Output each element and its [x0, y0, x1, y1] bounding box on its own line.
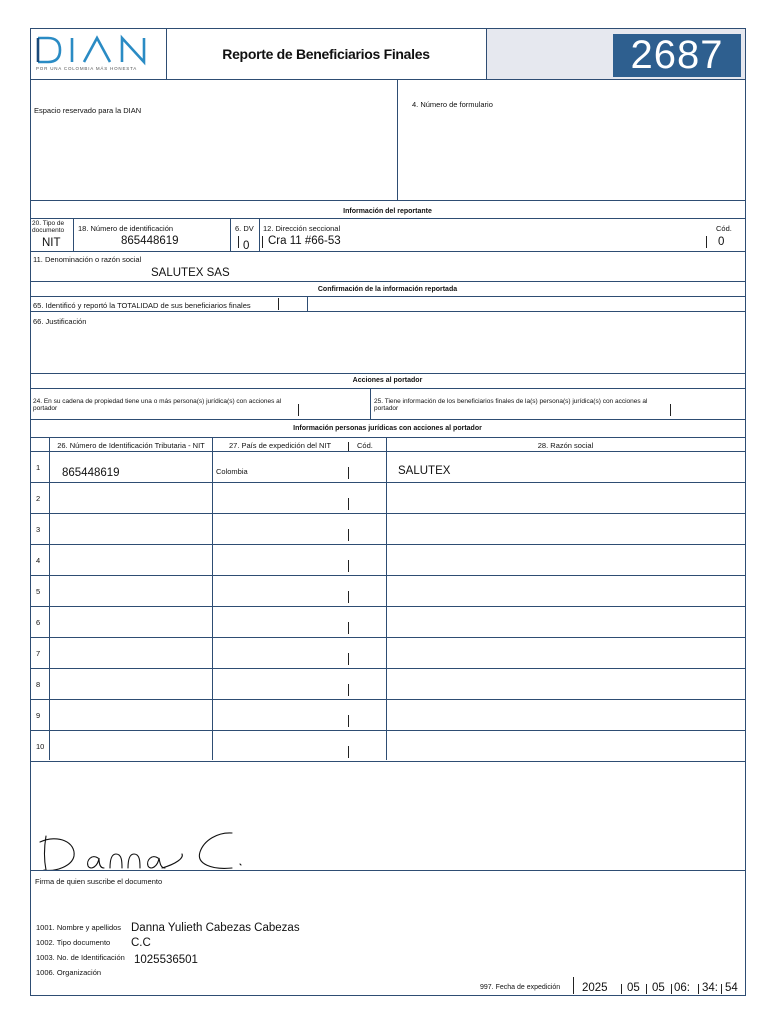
q25-label: 25. Tiene información de los beneficiarios finales de la(s) persona(s) jurídica(s) con acciones al portador	[374, 398, 648, 413]
frame-right	[745, 28, 746, 996]
q65-divider	[307, 296, 308, 311]
signer-doc-type-label: 1002. Tipo documento	[36, 938, 111, 947]
signer-name-value: Danna Yulieth Cabezas Cabezas	[131, 922, 300, 934]
cod-value: 0	[718, 236, 725, 248]
bearer-section-title: Acciones al portador	[352, 377, 423, 384]
dv-label: 6. DV	[235, 224, 254, 233]
row-name: SALUTEX	[398, 465, 451, 477]
q24-label: 24. En su cadena de propiedad tiene una o más persona(s) jurídica(s) con acciones al portador	[33, 398, 282, 413]
row-number: 6	[36, 618, 41, 627]
table-row	[30, 699, 745, 730]
table-row	[30, 482, 745, 513]
col-country-header: 27. País de expedición del NIT	[229, 441, 332, 450]
signer-id-value: 1025536501	[134, 954, 198, 966]
reserved-label: Espacio reservado para la DIAN	[34, 106, 142, 115]
row-country: Colombia	[216, 467, 248, 476]
reporter-div-1	[73, 218, 74, 251]
cod-label: Cód.	[716, 224, 732, 233]
frame-bottom	[30, 995, 745, 996]
reporter-div-3	[259, 218, 260, 251]
signature-image	[36, 828, 246, 874]
date-year: 2025	[582, 982, 608, 994]
col-nit-header: 26. Número de Identificación Tributaria - NIT	[57, 441, 205, 450]
row-number: 8	[36, 680, 41, 689]
table-row	[30, 637, 745, 668]
form-code-badge: 2687	[613, 34, 741, 77]
table-row	[30, 513, 745, 544]
table-row-line	[30, 761, 745, 762]
confirmation-title-line	[30, 296, 745, 297]
bearer-divider	[370, 388, 371, 419]
signature-line	[30, 870, 745, 871]
id-value: 865448619	[121, 235, 179, 247]
handwritten-signature-icon	[36, 828, 246, 874]
entities-section-title: Información personas jurídicas con acciones al portador	[293, 425, 482, 432]
header-bottom-line	[30, 79, 745, 80]
address-value: Cra 11 #66-53	[268, 235, 341, 247]
confirmation-section-title: Confirmación de la información reportada	[317, 286, 458, 293]
row-number: 7	[36, 649, 41, 658]
logo-tagline: POR UNA COLOMBIA MÁS HONESTA	[36, 66, 138, 71]
bearer-bottom-line	[30, 419, 745, 420]
row-number: 3	[36, 525, 41, 534]
col-cod-header: Cód.	[357, 441, 373, 450]
bearer-title-line	[30, 388, 745, 389]
table-row	[30, 668, 745, 699]
table-row	[30, 544, 745, 575]
signer-name-label: 1001. Nombre y apellidos	[36, 923, 122, 932]
row-number: 5	[36, 587, 41, 596]
date-label: 997. Fecha de expedición	[480, 984, 561, 991]
entities-title-line	[30, 437, 745, 438]
reporter-title-line	[30, 218, 745, 219]
row-number: 1	[36, 463, 41, 472]
q65-bottom-line	[30, 311, 745, 312]
address-label: 12. Dirección seccional	[263, 224, 341, 233]
reporter-bottom-line	[30, 281, 745, 282]
row-nit: 865448619	[62, 467, 120, 479]
signer-org-label: 1006. Organización	[36, 968, 102, 977]
reporter-row-line	[30, 251, 745, 252]
time-min: 34:	[702, 982, 718, 994]
reserved-bottom-line	[30, 200, 745, 201]
table-row	[30, 575, 745, 606]
col-name-header: 28. Razón social	[537, 441, 594, 450]
row-number: 10	[36, 742, 45, 751]
date-month: 05	[627, 982, 640, 994]
name-value: SALUTEX SAS	[151, 267, 230, 279]
table-row	[30, 606, 745, 637]
table-row	[30, 451, 745, 482]
name-label: 11. Denominación o razón social	[33, 255, 142, 264]
q65-label: 65. Identificó y reportó la TOTALIDAD de sus beneficiarios finales	[33, 301, 251, 310]
date-day: 05	[652, 982, 665, 994]
reporter-section-title: Información del reportante	[343, 208, 432, 215]
signer-doc-type-value: C.C	[131, 937, 151, 949]
time-sec: 54	[725, 982, 738, 994]
doc-type-label: 20. Tipo de documento	[32, 220, 65, 235]
q66-bottom-line	[30, 373, 745, 374]
row-number: 9	[36, 711, 41, 720]
form-number-label: 4. Número de formulario	[412, 100, 493, 109]
signer-id-label: 1003. No. de Identificación	[36, 953, 125, 962]
dv-value: 0	[243, 240, 250, 252]
dian-logo	[34, 34, 162, 76]
time-hour: 06:	[674, 982, 690, 994]
row-number: 2	[36, 494, 41, 503]
id-label: 18. Número de identificación	[78, 224, 174, 233]
q66-label: 66. Justificación	[33, 317, 87, 326]
form-title: Reporte de Beneficiarios Finales	[222, 46, 430, 62]
row-number: 4	[36, 556, 41, 565]
reserved-divider	[397, 79, 398, 200]
signature-label: Firma de quien suscribe el documento	[35, 877, 163, 886]
table-row	[30, 730, 745, 761]
reporter-div-2	[230, 218, 231, 251]
dian-logo-icon	[34, 34, 162, 66]
doc-type-value: NIT	[42, 237, 61, 249]
